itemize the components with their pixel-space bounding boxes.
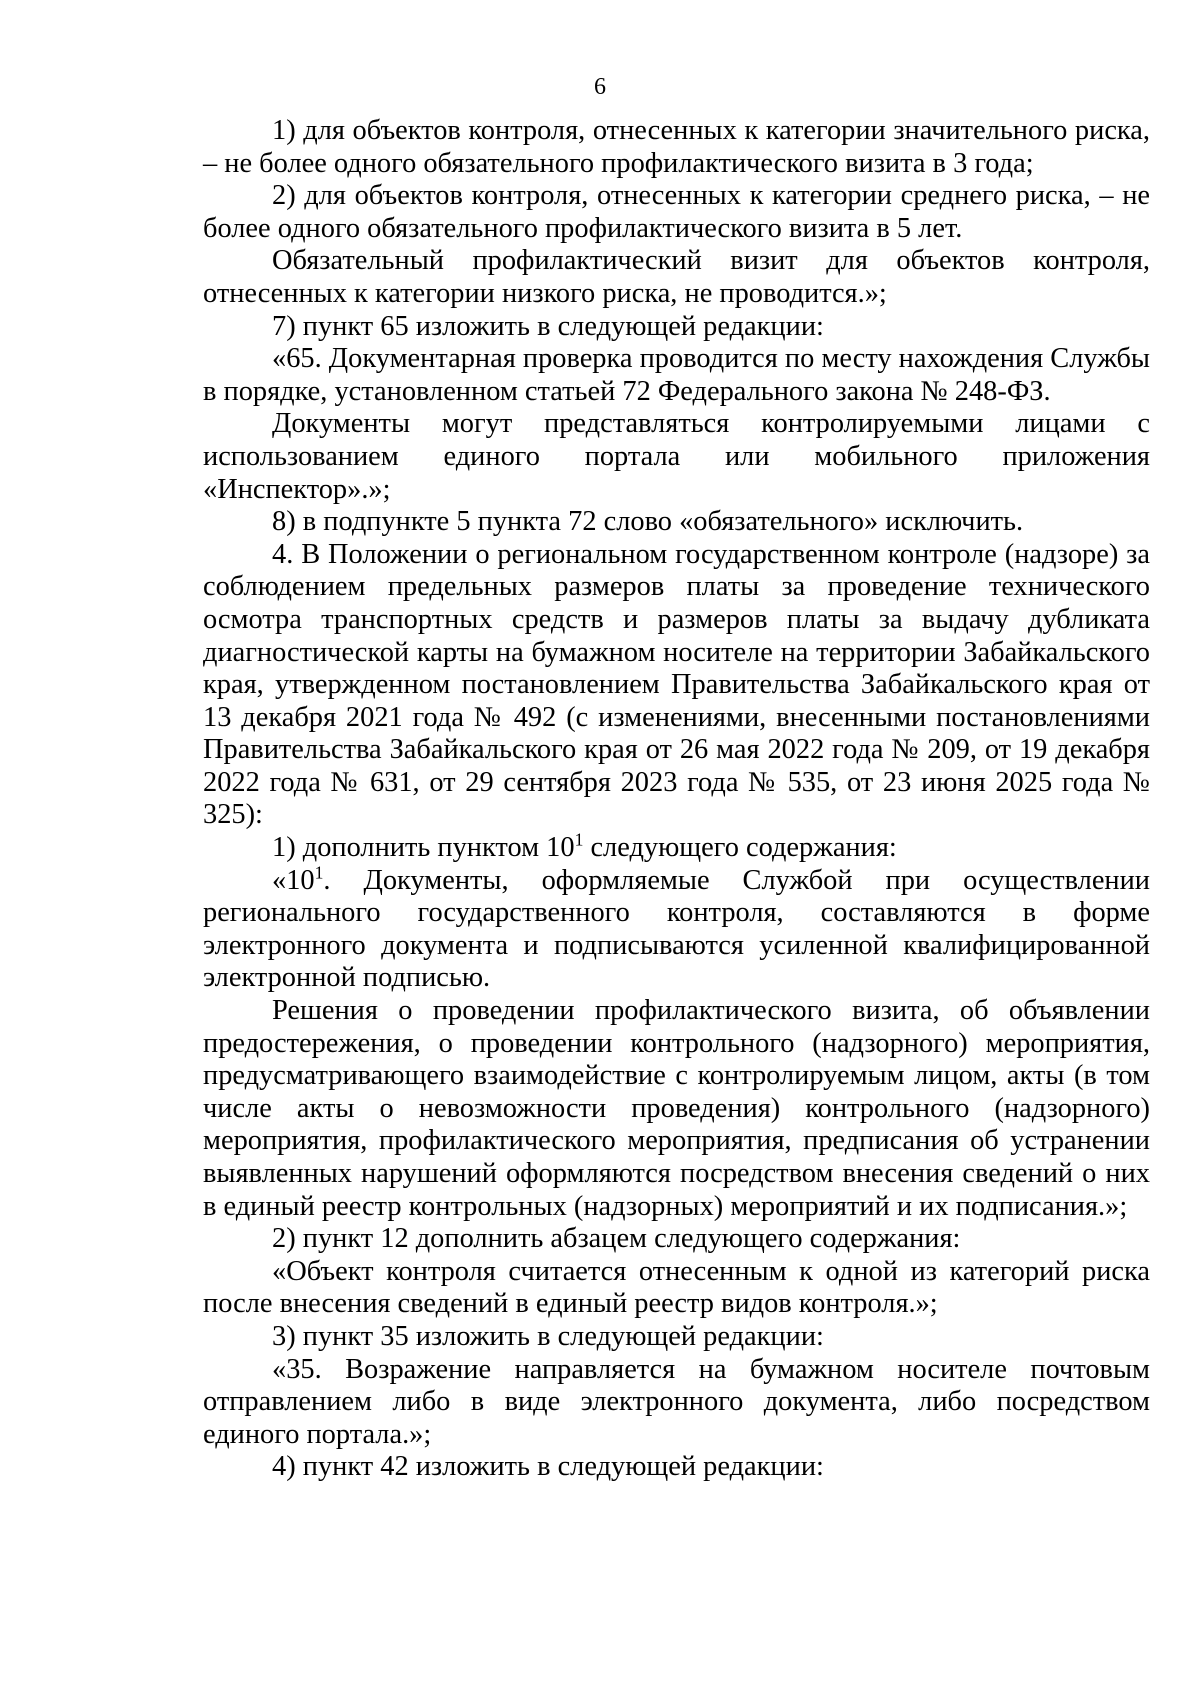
document-body <box>203 115 1150 1484</box>
paragraph: «65. Документарная проверка проводится по месту нахождения Службы в порядке, установленном статьей 72 Федерального закона № 248-ФЗ. <box>203 343 1150 407</box>
paragraph: 1) для объектов контроля, отнесенных к категории значительного риска, – не более одного обязательного профилактического визита в 3 года; <box>203 115 1150 179</box>
superscript: 1 <box>574 829 584 850</box>
paragraph: «35. Возражение направляется на бумажном носителе почтовым отправлением либо в виде электронного документа, либо посредством единого портала.»; <box>203 1353 1150 1450</box>
paragraph-text: . Документы, оформляемые Службой при осуществлении регионального государственного контроля, составляются в форме электронного документа и подписываются усиленной квалифицированной электронной подписью. <box>203 864 1150 994</box>
paragraph-text: 1) дополнить пунктом 10 <box>272 832 575 864</box>
paragraph: 4) пункт 42 изложить в следующей редакции: <box>272 1451 824 1483</box>
page-number: 6 <box>594 74 606 100</box>
paragraph: 2) пункт 12 дополнить абзацем следующего содержания: <box>272 1223 961 1255</box>
paragraph: 8) в подпункте 5 пункта 72 слово «обязательного» исключить. <box>272 506 1024 538</box>
paragraph-with-superscript <box>203 862 1150 995</box>
paragraph-text: «10 <box>272 864 315 896</box>
paragraph: «Объект контроля считается отнесенным к одной из категорий риска после внесения сведений в единый реестр видов контроля.»; <box>203 1255 1150 1320</box>
paragraph: 2) для объектов контроля, отнесенных к категории среднего риска, – не более одного обязательного профилактического визита в 5 лет. <box>203 180 1150 244</box>
paragraph: Обязательный профилактический визит для объектов контроля, отнесенных к категории низкого риска, не проводится.»; <box>203 245 1150 309</box>
paragraph-text: следующего содержания: <box>583 832 897 864</box>
paragraph-with-superscript <box>203 829 1150 865</box>
paragraph: Документы могут представляться контролируемыми лицами с использованием единого портала или мобильного приложения «Инспектор».»; <box>203 408 1150 505</box>
paragraph: Решения о проведении профилактического визита, об объявлении предостережения, о проведении контрольного (надзорного) мероприятия, предусматривающего взаимодействие с контролируемым лицом, акты (в том числе акты о невозможности проведения) контрольного (надзорного) мероприятия, профилактического мероприятия, предписания об устранении выявленных нарушений оформляются посредством внесения сведений о них в единый реестр контрольных (надзорных) мероприятий и их подписания.»; <box>203 995 1150 1222</box>
paragraph: 3) пункт 35 изложить в следующей редакции: <box>272 1320 824 1352</box>
paragraph: 7) пункт 65 изложить в следующей редакции: <box>272 310 824 342</box>
superscript: 1 <box>314 862 324 883</box>
paragraph: 4. В Положении о региональном государственном контроле (надзоре) за соблюдением предельных размеров платы за проведение технического осмотра транспортных средств и размеров платы за выдачу дубликата диагностической карты на бумажном носителе на территории Забайкальского края, утвержденном постановлением Правительства Забайкальского края от 13 декабря 2021 года № 492 (с изменениями, внесенными постановлениями Правительства Забайкальского края от 26 мая 2022 года № 209, от 19 декабря 2022 года № 631, от 29 сентября 2023 года № 535, от 23 июня 2025 года № 325): <box>203 538 1150 831</box>
